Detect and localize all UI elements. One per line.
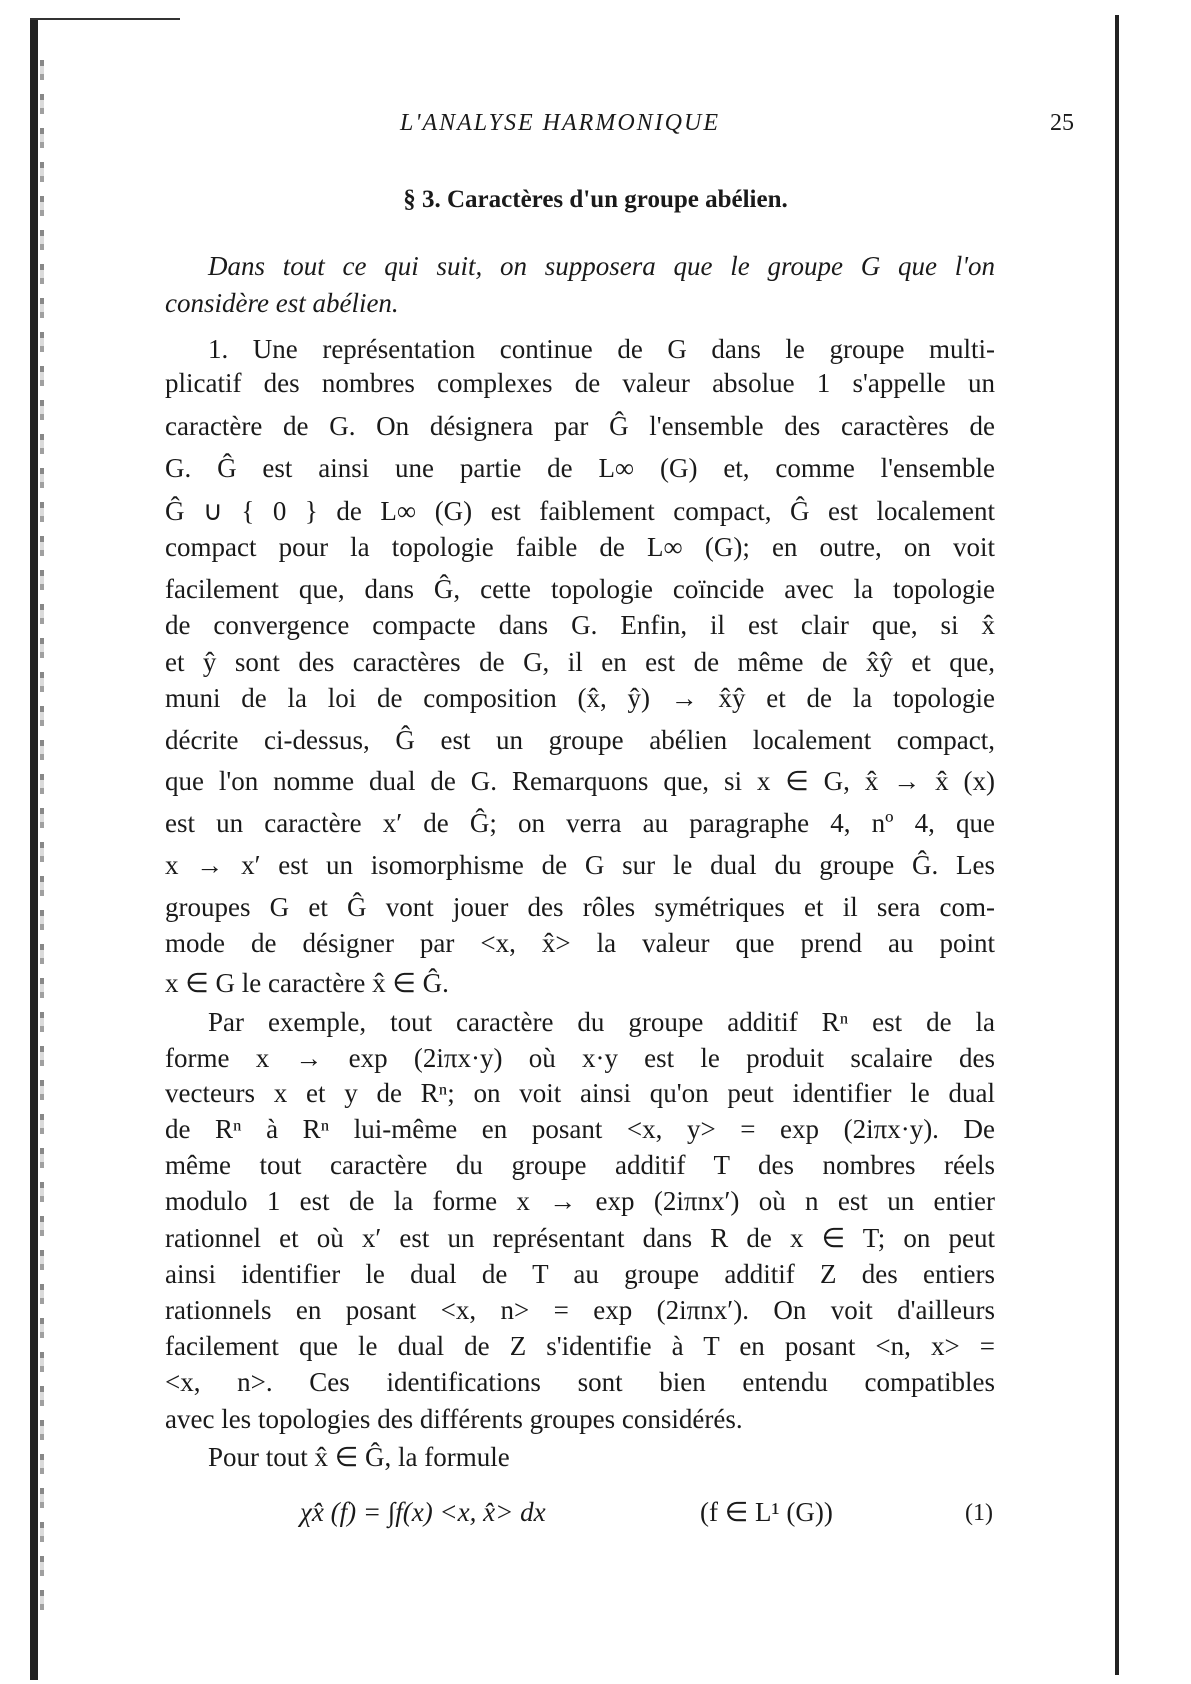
text-line: rationnels en posant <x, n> = exp (2iπnx′). On voit d'ailleurs (165, 1295, 995, 1325)
text-line: <x, n>. Ces identifications sont bien entendu compatibles (165, 1367, 995, 1397)
text-line: forme x → exp (2iπx·y) où x·y est le produit scalaire des (165, 1043, 995, 1073)
scan-edge-right (1115, 15, 1119, 1675)
text-line: vecteurs x et y de Rⁿ; on voit ainsi qu'on peut identifier le dual (165, 1078, 995, 1108)
text-line: facilement que, dans Ĝ, cette topologie coïncide avec la topologie (165, 574, 995, 604)
text-line: G. Ĝ est ainsi une partie de L∞ (G) et, comme l'ensemble (165, 453, 995, 483)
text-line: de Rⁿ à Rⁿ lui-même en posant <x, y> = exp (2iπx·y). De (165, 1114, 995, 1144)
formula-number: (1) (965, 1500, 993, 1526)
text-line: décrite ci-dessus, Ĝ est un groupe abélien localement compact, (165, 725, 995, 755)
text-line: que l'on nomme dual de G. Remarquons que, si x ∈ G, x̂ → x̂ (x) (165, 766, 995, 796)
text-line: Pour tout x̂ ∈ Ĝ, la formule (208, 1442, 510, 1472)
text-line: est un caractère x′ de Ĝ; on verra au paragraphe 4, nº 4, que (165, 808, 995, 838)
text-line: Dans tout ce qui suit, on supposera que le groupe G que l'on (208, 251, 995, 281)
text-line: Par exemple, tout caractère du groupe additif Rⁿ est de la (208, 1007, 995, 1037)
text-line: de convergence compacte dans G. Enfin, il est clair que, si x̂ (165, 610, 995, 640)
text-line: considère est abélien. (165, 288, 399, 318)
formula-expression: χx̂ (f) = ∫f(x) <x, x̂> dx (300, 1497, 546, 1527)
text-line: compact pour la topologie faible de L∞ (G); en outre, on voit (165, 532, 995, 562)
formula-condition: (f ∈ L¹ (G)) (700, 1497, 833, 1527)
section-title: § 3. Caractères d'un groupe abélien. (403, 186, 788, 213)
scan-edge-left (30, 20, 38, 1680)
running-header: L'ANALYSE HARMONIQUE (400, 110, 720, 136)
text-line: plicatif des nombres complexes de valeur absolue 1 s'appelle un (165, 368, 995, 398)
page-number: 25 (1050, 110, 1074, 136)
text-line: 1. Une représentation continue de G dans le groupe multi- (208, 334, 995, 364)
text-line: et ŷ sont des caractères de G, il en est de même de x̂ŷ et que, (165, 647, 995, 677)
scan-edge-noise (40, 60, 44, 1620)
text-line: même tout caractère du groupe additif T des nombres réels (165, 1150, 995, 1180)
scan-edge-top (30, 18, 180, 20)
text-line: ainsi identifier le dual de T au groupe additif Z des entiers (165, 1259, 995, 1289)
text-line: x ∈ G le caractère x̂ ∈ Ĝ. (165, 968, 449, 998)
text-line: caractère de G. On désignera par Ĝ l'ensemble des caractères de (165, 411, 995, 441)
text-line: avec les topologies des différents groupes considérés. (165, 1404, 743, 1434)
text-line: rationnel et où x′ est un représentant dans R de x ∈ T; on peut (165, 1223, 995, 1253)
text-line: mode de désigner par <x, x̂> la valeur que prend au point (165, 928, 995, 958)
text-line: x → x′ est un isomorphisme de G sur le dual du groupe Ĝ. Les (165, 850, 995, 880)
text-line: facilement que le dual de Z s'identifie à T en posant <n, x> = (165, 1331, 995, 1361)
text-line: modulo 1 est de la forme x → exp (2iπnx′) où n est un entier (165, 1186, 995, 1216)
text-line: Ĝ ∪ { 0 } de L∞ (G) est faiblement compact, Ĝ est localement (165, 496, 995, 526)
text-line: groupes G et Ĝ vont jouer des rôles symétriques et il sera com- (165, 892, 995, 922)
text-line: muni de la loi de composition (x̂, ŷ) → x̂ŷ et de la topologie (165, 683, 995, 713)
